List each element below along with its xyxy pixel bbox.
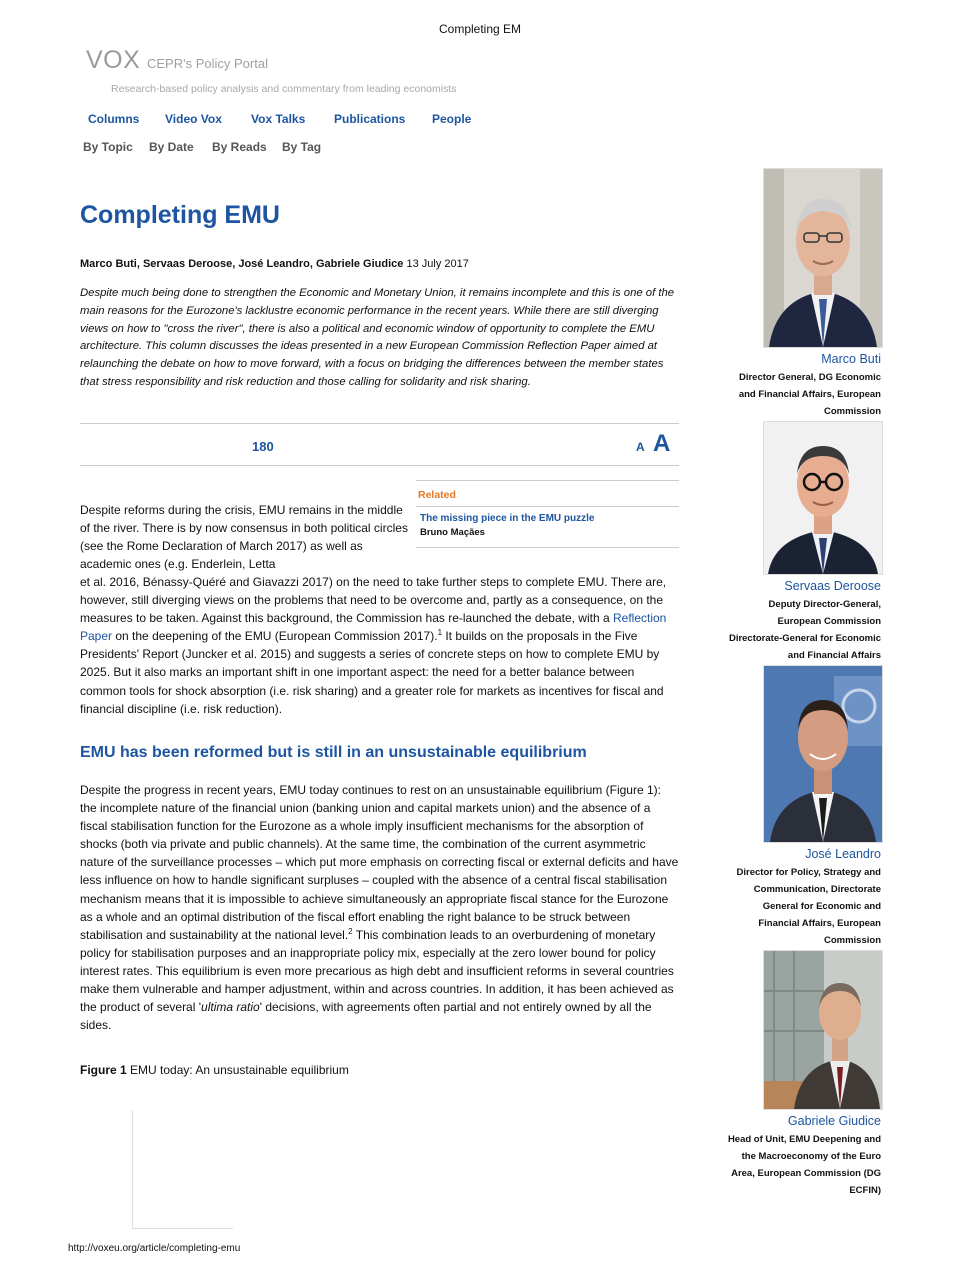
portal-name: CEPR's Policy Portal [147, 56, 268, 71]
vox-logo[interactable]: VOX [86, 46, 141, 74]
nav-vox-talks[interactable]: Vox Talks [251, 112, 306, 126]
figure-caption-text: EMU today: An unsustainable equilibrium [130, 1063, 349, 1077]
nav-by-date[interactable]: By Date [149, 140, 194, 154]
related-divider-bottom [416, 547, 679, 548]
related-article-link[interactable]: The missing piece in the EMU puzzle [420, 513, 595, 524]
author-photo-marco-buti [763, 168, 883, 348]
divider-top [80, 423, 679, 424]
divider-bottom [80, 465, 679, 466]
print-header-title: Completing EM [438, 22, 522, 36]
nav-by-tag[interactable]: By Tag [282, 140, 322, 154]
figure-placeholder [132, 1110, 233, 1229]
author-role: Director for Policy, Strategy and Communication, Directorate General for Economic and Financial Affairs, European Commission [736, 867, 881, 946]
footnote-2[interactable]: 2 [348, 926, 353, 936]
article-abstract: Despite much being done to strengthen the Economic and Monetary Union, it remains incomplete and this is one of the main reasons for the Eurozone's lacklustre economic performance in the recent years. While there are still diverging views on how to "cross the river", there is also a political and economic window of opportunity to complete the EMU architecture. This column discusses the ideas presented in a new European Commission Reflection Paper aimed at relaunching the debate on how to move forward, with a focus on bridging the differences between the member states that stress responsibility and risk reduction and those calling for solidarity and risk sharing. [80, 287, 675, 388]
author-role: Head of Unit, EMU Deepening and the Macroeconomy of the Euro Area, European Commission (DG ECFIN) [727, 1134, 881, 1196]
paragraph-text: on the deepening of the EMU (European Commission 2017). [112, 629, 438, 644]
body-paragraph-1-start: Despite reforms during the crisis, EMU remains in the middle of the river. There is by now consensus in both political circles (see the Rome Declaration of March 2017) as well as academic ones (e.g. Enderlein, Letta [80, 503, 408, 572]
nav-columns[interactable]: Columns [88, 112, 140, 126]
author-name-link[interactable]: José Leandro [805, 847, 881, 861]
nav-people[interactable]: People [432, 112, 472, 126]
author-name-link[interactable]: Marco Buti [821, 352, 881, 366]
author-photo-servaas-deroose [763, 421, 883, 575]
related-article-author: Bruno Maçães [420, 527, 485, 538]
paragraph-text: This combination leads to an overburdening of monetary policy for stabilisation purposes and an inappropriate policy mix, especially at the zero lower bound for policy interest rates. This equilibrium is even more precarious as high debt and insufficient reforms in several countries make them vulnerable and hamper adjustment, within and across countries. In addition, it has been achieved as the product of several ' [80, 927, 674, 1015]
footnote-1[interactable]: 1 [437, 628, 443, 638]
figure-caption [80, 1063, 349, 1077]
reads-count: 180 [252, 439, 274, 454]
author-photo-gabriele-giudice [763, 950, 883, 1110]
author-photo-jose-leandro [763, 665, 883, 843]
body-paragraph-2 [80, 781, 680, 1034]
figure-label: Figure 1 [80, 1063, 127, 1077]
related-divider-top [416, 480, 679, 481]
author-name-link[interactable]: Servaas Deroose [784, 579, 881, 593]
author-names[interactable]: Marco Buti, Servaas Deroose, José Leandro, Gabriele Giudice [80, 258, 404, 270]
section-heading: EMU has been reformed but is still in an unsustainable equilibrium [80, 744, 587, 761]
nav-video-vox[interactable]: Video Vox [165, 112, 222, 126]
paragraph-text: Despite the progress in recent years, EMU today continues to rest on an unsustainable equilibrium (Figure 1): the incomplete nature of the financial union (banking union and capital markets union) and the absence of a fiscal stabilisation function for the Eurozone as a whole imply insufficient mechanisms for the absorption of shocks (both via private and public channels). At the same time, the combination of the current asymmetric nature of the surveillance processes – which put more emphasis on correcting fiscal or external deficits and have less influence on how to handle significant surpluses – coupled with the absence of a central fiscal stabilisation mechanism means that it is impossible to achieve simultaneously an appropriate fiscal stance for the Eurozone as a whole and an optimal distribution of the fiscal effort enabling the right balance to be struck between stabilisation and sustainability at the national level. [80, 783, 679, 942]
related-divider-mid [416, 506, 679, 507]
footer-url: http://voxeu.org/article/completing-emu [68, 1243, 241, 1254]
paragraph-text: ' decisions, with agreements often partial and not entirely owned by all the sides. [80, 1000, 652, 1033]
nav-by-reads[interactable]: By Reads [212, 140, 267, 154]
byline [80, 258, 469, 270]
font-decrease-button[interactable]: A [636, 440, 645, 454]
reflection-paper-link[interactable]: Reflection Paper [80, 611, 667, 644]
nav-publications[interactable]: Publications [334, 112, 406, 126]
page-title: Completing EMU [80, 201, 280, 229]
site-tagline: Research-based policy analysis and commentary from leading economists [111, 83, 457, 95]
font-increase-button[interactable]: A [653, 430, 671, 457]
body-paragraph-1 [80, 573, 680, 718]
author-role: Deputy Director-General, European Commission Directorate-General for Economic and Financial Affairs [728, 599, 881, 661]
author-role: Director General, DG Economic and Financial Affairs, European Commission [738, 372, 881, 417]
italic-term: ultima ratio [201, 1000, 260, 1015]
nav-by-topic[interactable]: By Topic [83, 140, 133, 154]
paragraph-text: It builds on the proposals in the Five Presidents' Report (Juncker et al. 2015) and suggests a series of concrete steps on how to complete EMU by 2025. But it also marks an important shift in one important aspect: the need for a better balance between common tools for shock absorption (i.e. risk sharing) and a greater role for markets as incentives for fiscal and financial discipline (i.e. risk reduction). [80, 629, 664, 716]
publish-date: 13 July 2017 [406, 258, 469, 270]
paragraph-text: et al. 2016, Bénassy-Quéré and Giavazzi 2017) on the need to take further steps to complete EMU. There are, however, still diverging views on the problems that need to be overcome and, partly as a consequence, on the measures to be taken. Against this background, the Commission has re-launched the debate, with a [80, 575, 667, 626]
related-label: Related [418, 489, 456, 501]
author-name-link[interactable]: Gabriele Giudice [787, 1114, 881, 1128]
